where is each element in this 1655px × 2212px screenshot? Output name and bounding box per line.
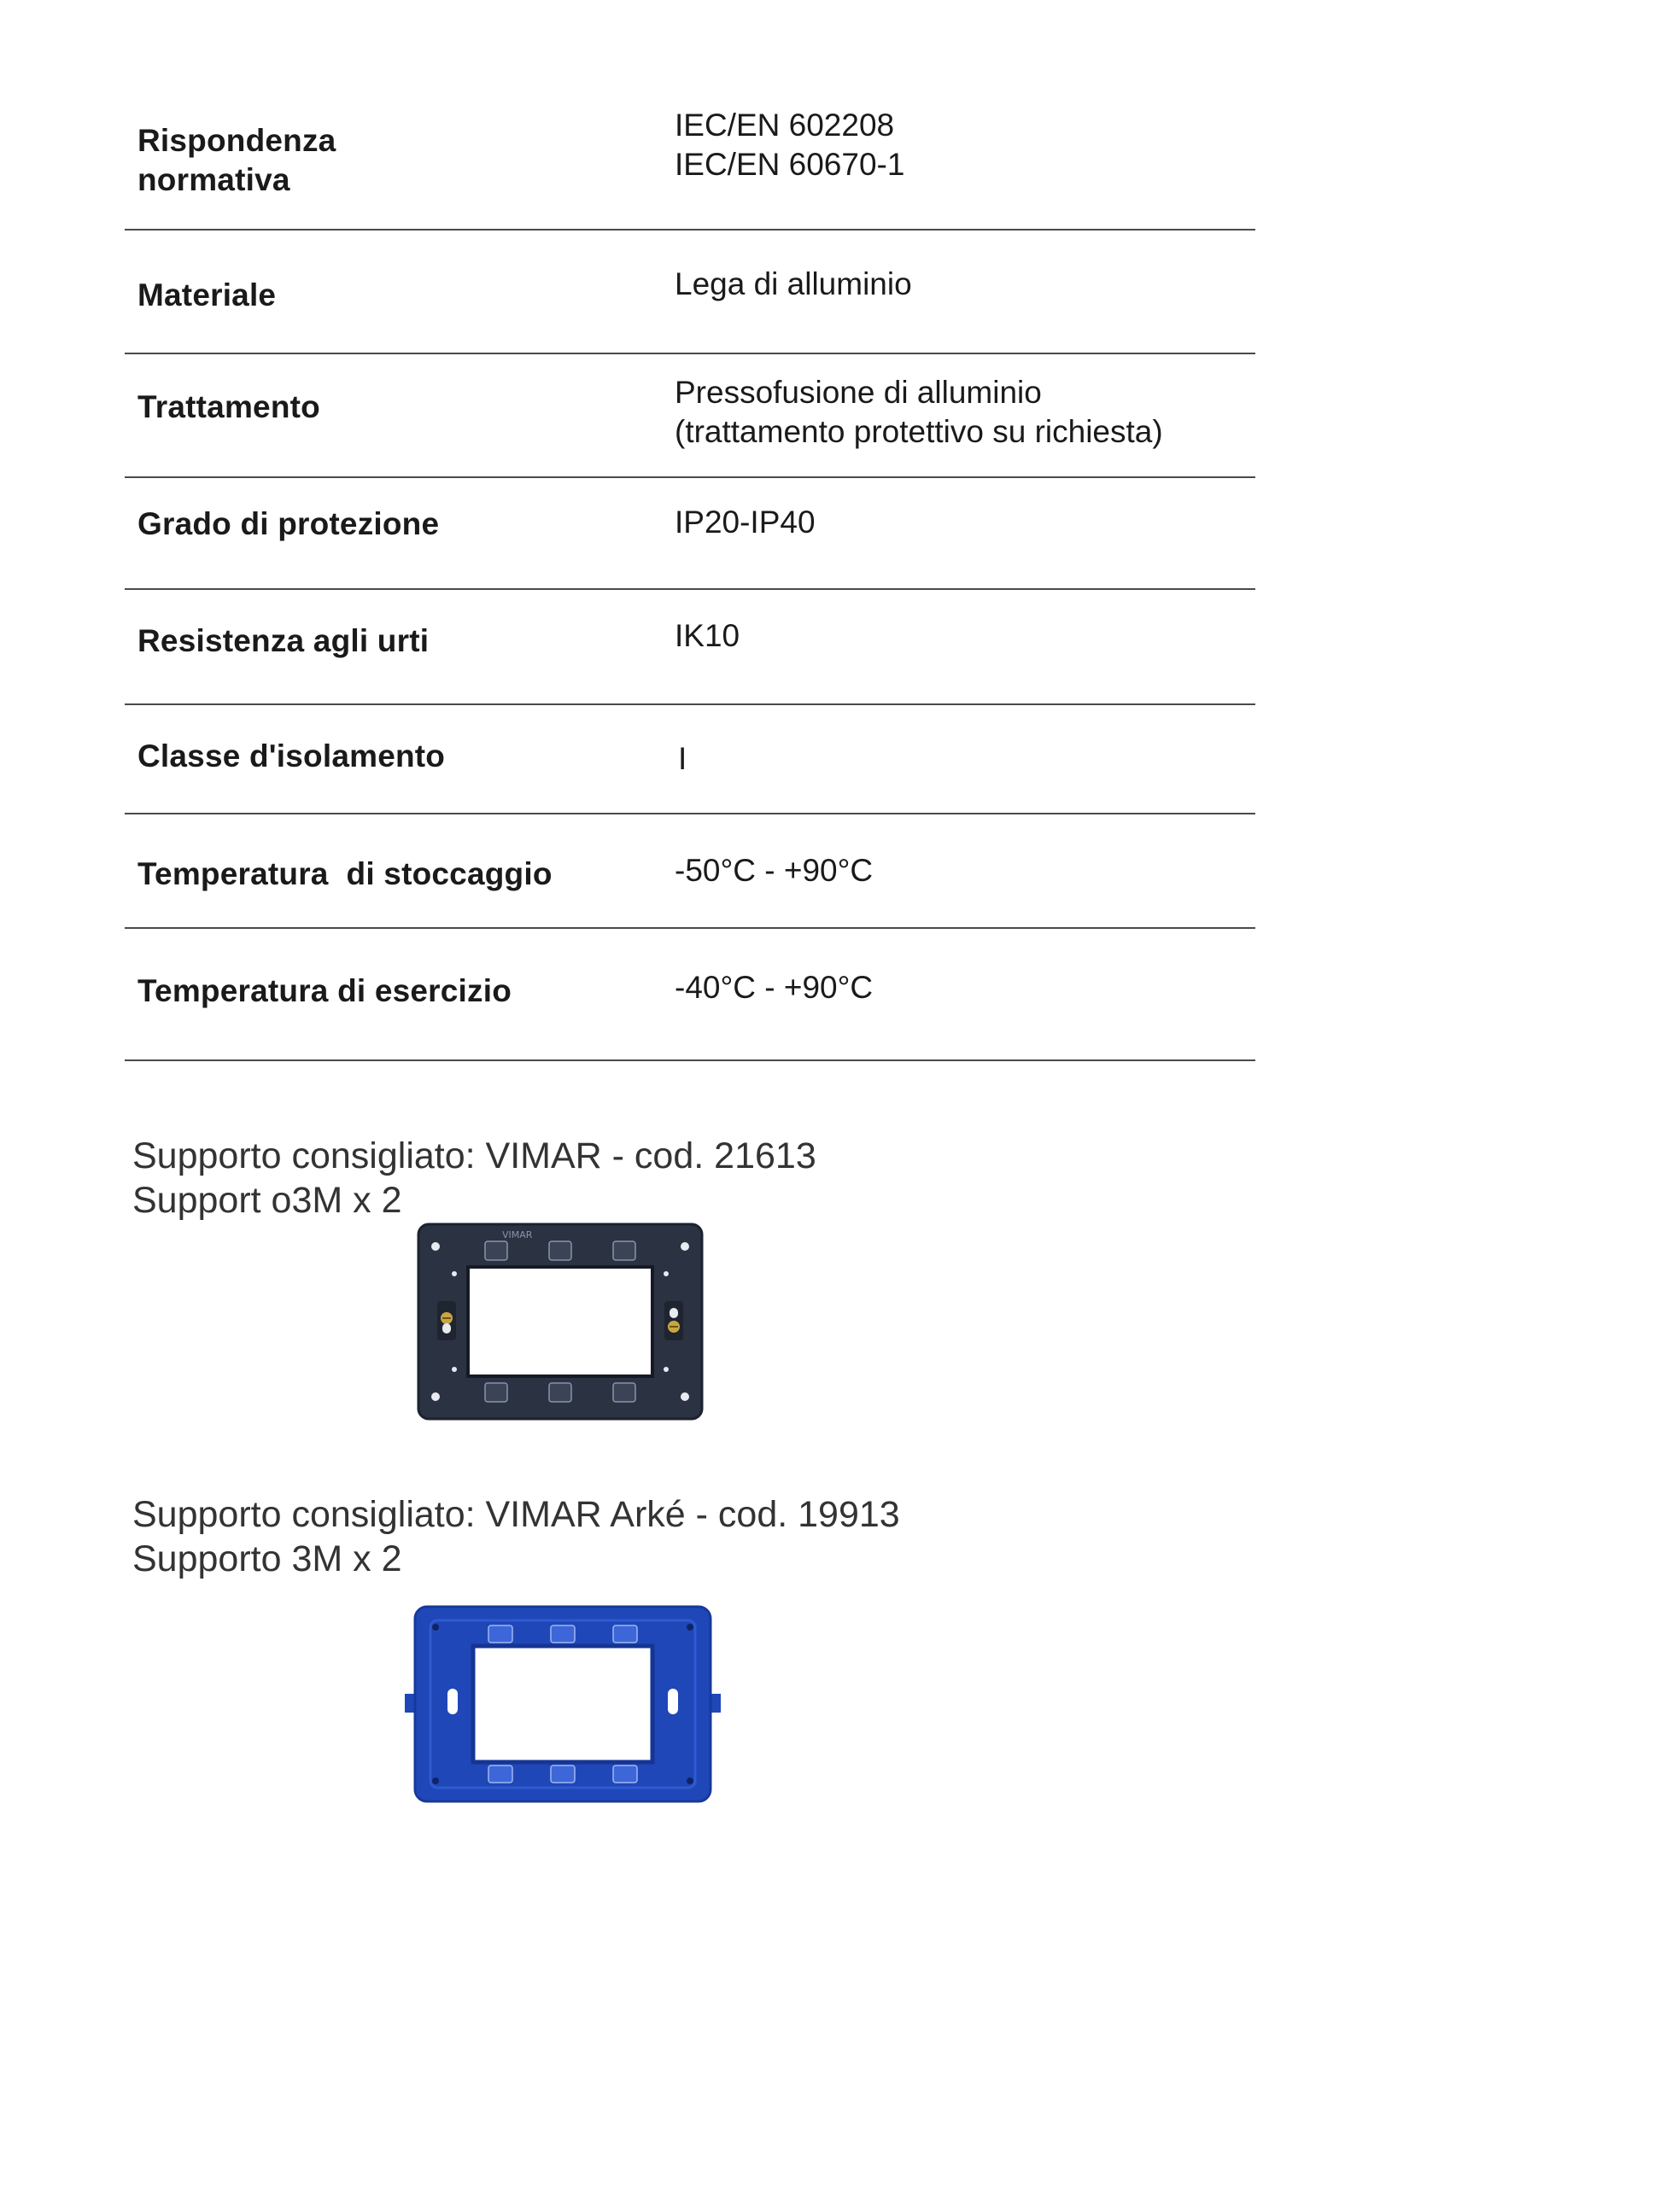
spec-value	[675, 106, 904, 184]
spec-label-line: normativa	[137, 162, 290, 197]
spec-row-grado-protezione	[125, 478, 1255, 590]
spec-row-resistenza-urti	[125, 590, 1255, 705]
spec-label: Trattamento	[137, 389, 320, 424]
spec-value-line: -50°C - +90°C	[675, 853, 874, 888]
spec-label: Materiale	[137, 277, 277, 312]
spec-value-line: Pressofusione di alluminio	[675, 375, 1042, 410]
support-caption-arke	[132, 1492, 900, 1581]
spec-row-classe-isolamento	[125, 705, 1255, 814]
spec-value	[678, 739, 687, 779]
spec-value	[675, 503, 816, 542]
spec-value-line: IEC/EN 60670-1	[675, 147, 905, 182]
support-caption-line1: Supporto consigliato: VIMAR - cod. 21613	[132, 1135, 816, 1176]
spec-value-line: IP20-IP40	[675, 505, 816, 540]
spec-value-line: -40°C - +90°C	[675, 970, 874, 1005]
spec-label: Temperatura di stoccaggio	[137, 856, 553, 891]
spec-label: Grado di protezione	[137, 506, 440, 541]
spec-value-line: I	[678, 741, 687, 776]
spec-row-materiale	[125, 231, 1255, 354]
spec-row-temperatura-esercizio	[125, 929, 1255, 1061]
spec-value	[675, 373, 1163, 452]
spec-label: Resistenza agli urti	[137, 623, 430, 658]
spec-table	[125, 102, 1255, 1061]
vimar-support-frame-image	[417, 1223, 704, 1421]
spec-label	[137, 121, 336, 200]
spec-value	[675, 616, 740, 656]
vimar-arke-support-frame-image	[405, 1605, 721, 1805]
support-caption-line2: Supporto 3M x 2	[132, 1538, 402, 1579]
spec-value	[675, 968, 873, 1007]
support-caption-line1: Supporto consigliato: VIMAR Arké - cod. 19913	[132, 1494, 900, 1535]
spec-value-line: IEC/EN 602208	[675, 108, 895, 143]
spec-row-rispondenza	[125, 102, 1255, 231]
vimar-brand-mark: VIMAR	[502, 1229, 533, 1240]
support-caption-line2: Support o3M x 2	[132, 1180, 402, 1221]
spec-value	[675, 265, 912, 304]
spec-label: Classe d'isolamento	[137, 738, 446, 773]
spec-value-line: Lega di alluminio	[675, 266, 912, 301]
spec-value-line: IK10	[675, 618, 740, 653]
support-caption-vimar	[132, 1134, 816, 1223]
spec-row-trattamento	[125, 354, 1255, 478]
spec-value-line: (trattamento protettivo su richiesta)	[675, 414, 1163, 449]
spec-label: Temperatura di esercizio	[137, 973, 512, 1008]
spec-row-temperatura-stoccaggio	[125, 814, 1255, 929]
spec-value	[675, 851, 873, 890]
spec-label-line: Rispondenza	[137, 123, 336, 158]
